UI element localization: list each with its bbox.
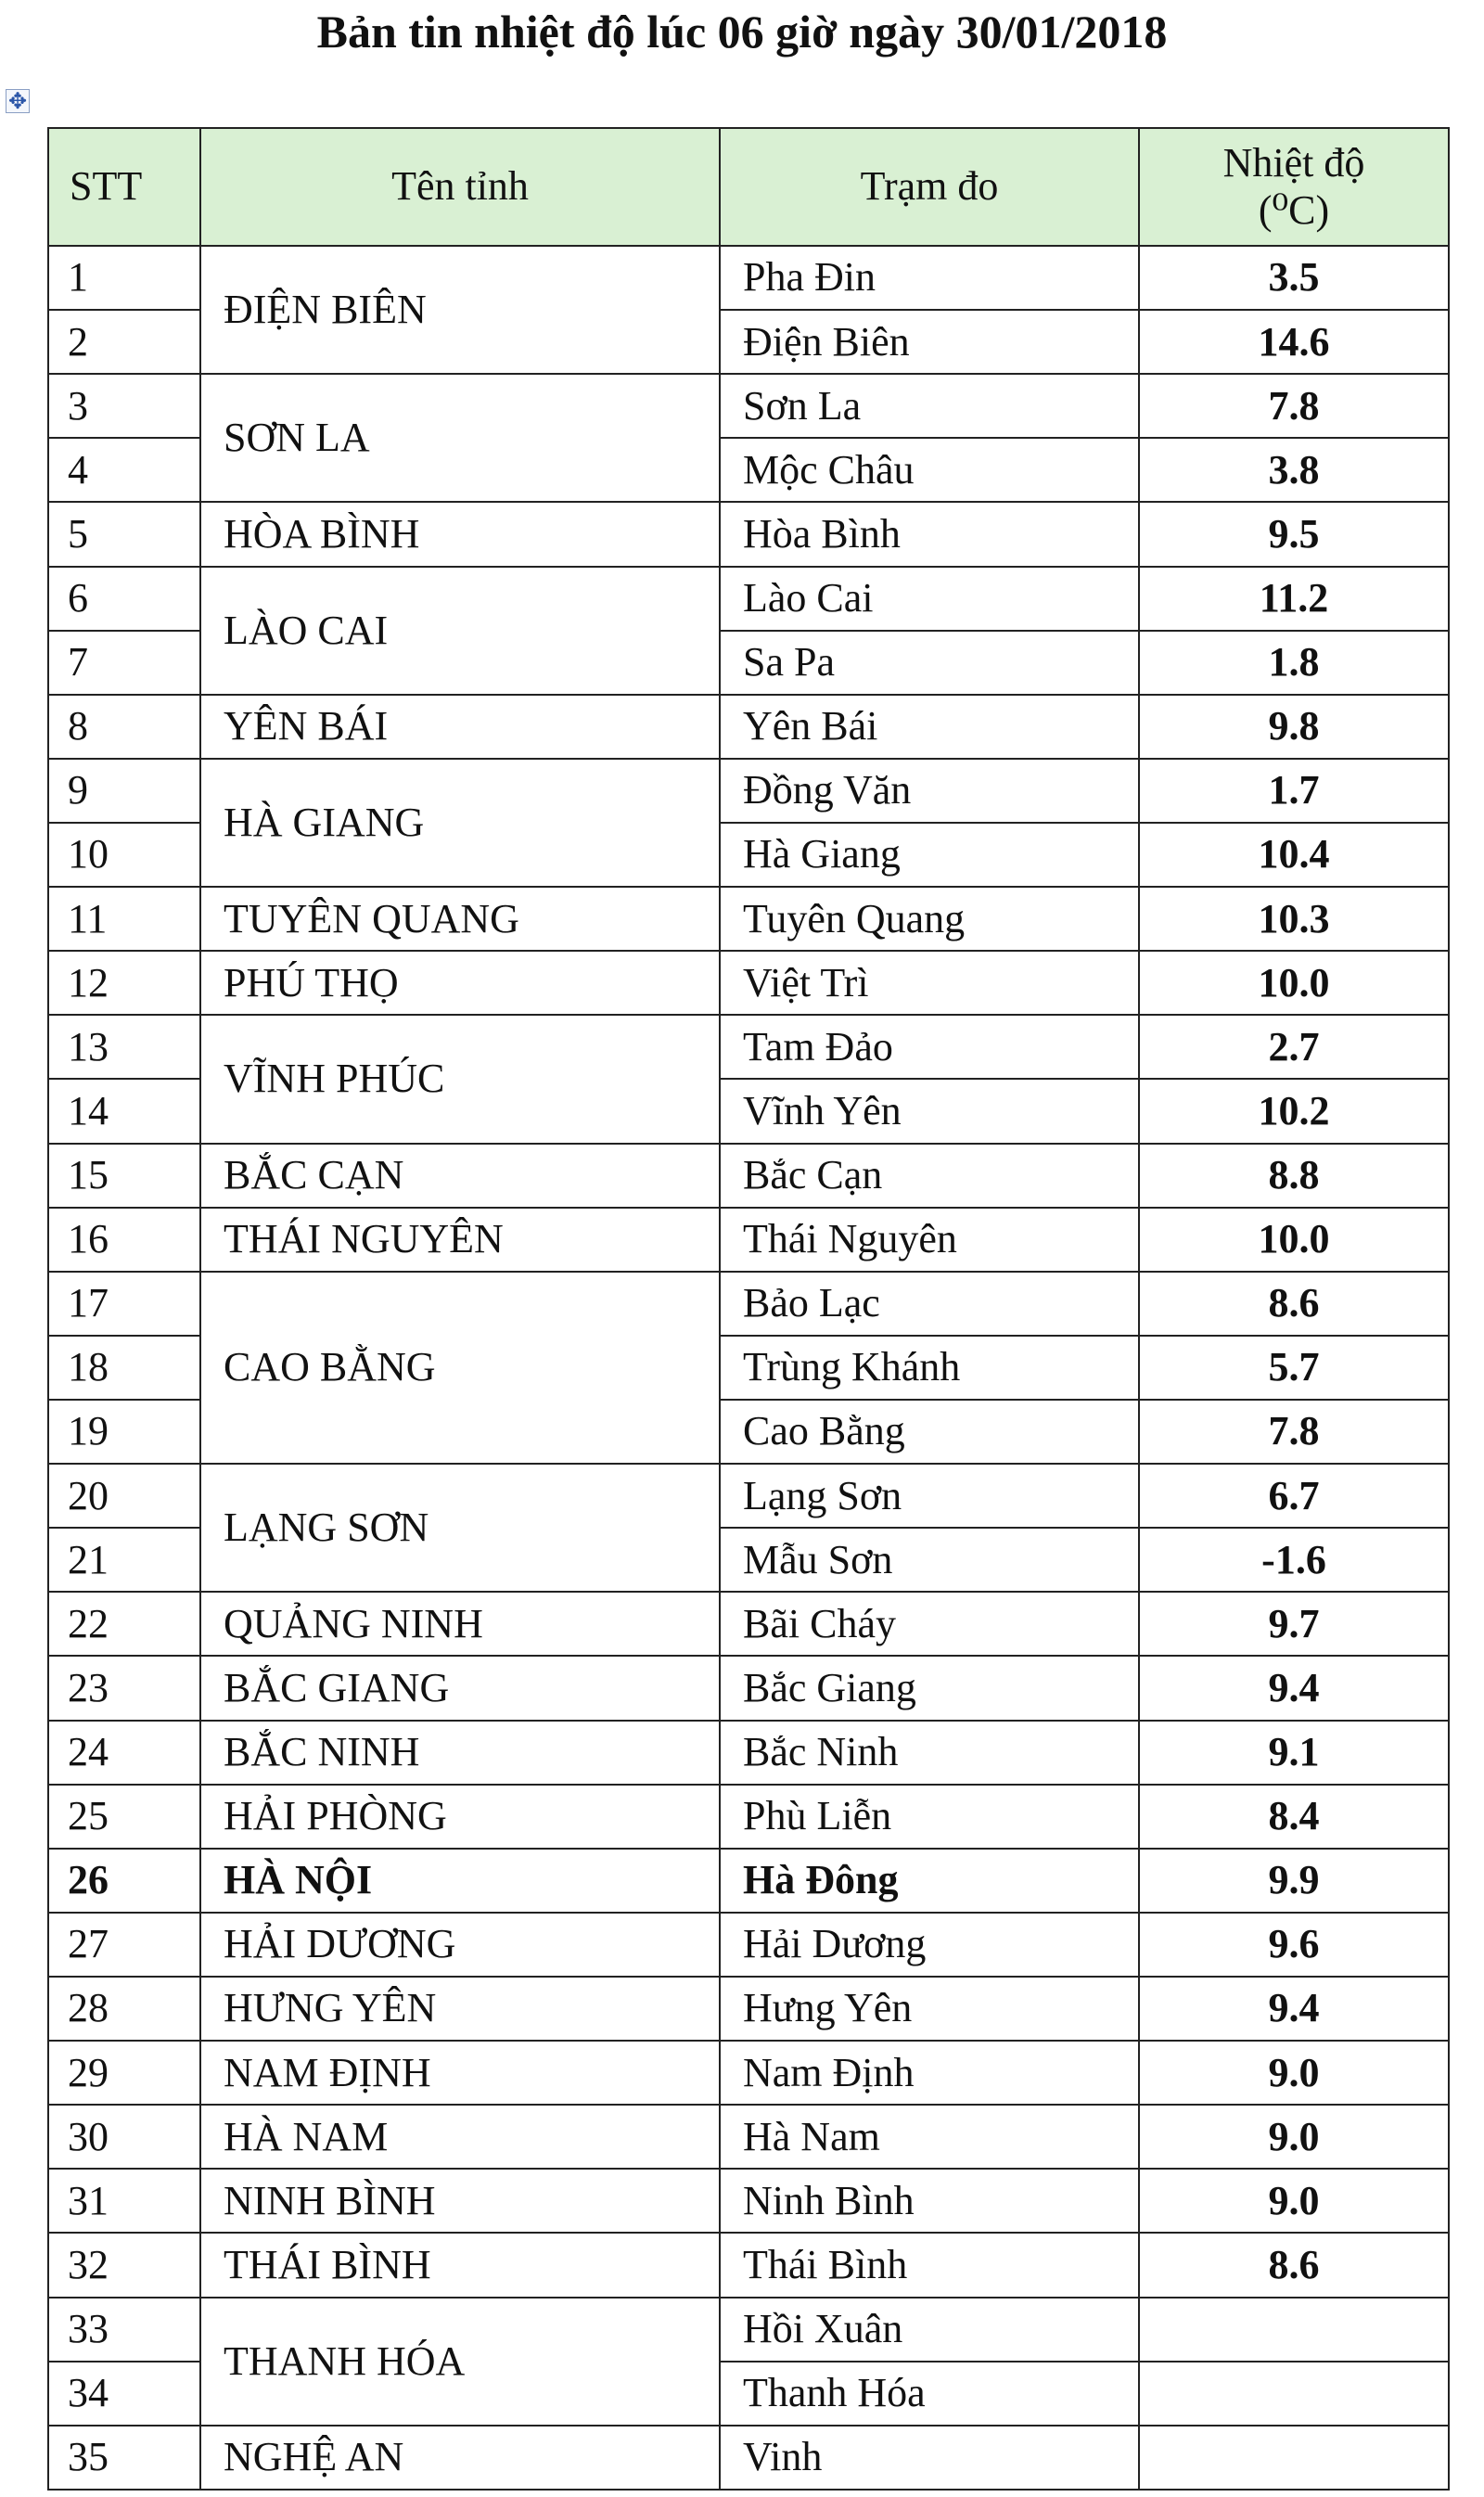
header-temperature-label: Nhiệt độ bbox=[1222, 139, 1365, 186]
table-row bbox=[48, 1144, 1449, 1208]
table-row bbox=[48, 951, 1449, 1015]
cell-station: Sa Pa bbox=[720, 631, 1139, 695]
cell-temperature: -1.6 bbox=[1139, 1528, 1449, 1592]
cell-temperature: 10.3 bbox=[1139, 887, 1449, 951]
cell-station: Hưng Yên bbox=[720, 1977, 1139, 2041]
cell-stt: 16 bbox=[48, 1208, 200, 1272]
cell-province: BẮC GIANG bbox=[200, 1656, 720, 1720]
cell-stt: 34 bbox=[48, 2362, 200, 2426]
cell-stt: 11 bbox=[48, 887, 200, 951]
cell-temperature: 7.8 bbox=[1139, 374, 1449, 438]
cell-station: Tuyên Quang bbox=[720, 887, 1139, 951]
cell-province: HẢI PHÒNG bbox=[200, 1785, 720, 1849]
table-row bbox=[48, 695, 1449, 759]
table-header-row bbox=[48, 128, 1449, 246]
cell-station: Vinh bbox=[720, 2426, 1139, 2490]
cell-province: BẮC NINH bbox=[200, 1721, 720, 1785]
cell-station: Hà Nam bbox=[720, 2105, 1139, 2169]
cell-station: Bãi Cháy bbox=[720, 1592, 1139, 1656]
cell-stt: 33 bbox=[48, 2298, 200, 2362]
cell-temperature: 7.8 bbox=[1139, 1400, 1449, 1464]
temperature-table bbox=[47, 127, 1450, 2491]
table-row bbox=[48, 374, 1449, 438]
cell-province: HÀ NỘI bbox=[200, 1849, 720, 1913]
cell-province: SƠN LA bbox=[200, 374, 720, 502]
cell-temperature: 9.0 bbox=[1139, 2105, 1449, 2169]
table-row bbox=[48, 1208, 1449, 1272]
cell-stt: 12 bbox=[48, 951, 200, 1015]
cell-temperature: 10.2 bbox=[1139, 1079, 1449, 1143]
cell-temperature: 14.6 bbox=[1139, 310, 1449, 374]
cell-temperature: 6.7 bbox=[1139, 1464, 1449, 1528]
header-temperature bbox=[1139, 128, 1449, 246]
cell-station: Hải Dương bbox=[720, 1913, 1139, 1977]
cell-station: Nam Định bbox=[720, 2041, 1139, 2105]
cell-station: Yên Bái bbox=[720, 695, 1139, 759]
cell-stt: 31 bbox=[48, 2169, 200, 2233]
cell-stt: 13 bbox=[48, 1015, 200, 1079]
cell-temperature: 10.0 bbox=[1139, 1208, 1449, 1272]
cell-station: Mẫu Sơn bbox=[720, 1528, 1139, 1592]
cell-temperature: 10.4 bbox=[1139, 823, 1449, 887]
table-body bbox=[48, 246, 1449, 2490]
table-row bbox=[48, 1977, 1449, 2041]
cell-province: HƯNG YÊN bbox=[200, 1977, 720, 2041]
cell-province: VĨNH PHÚC bbox=[200, 1015, 720, 1143]
cell-station: Hà Đông bbox=[720, 1849, 1139, 1913]
cell-station: Lạng Sơn bbox=[720, 1464, 1139, 1528]
cell-stt: 23 bbox=[48, 1656, 200, 1720]
cell-province: THÁI NGUYÊN bbox=[200, 1208, 720, 1272]
page-title: Bản tin nhiệt độ lúc 06 giờ ngày 30/01/2018 bbox=[316, 6, 1168, 58]
cell-station: Mộc Châu bbox=[720, 438, 1139, 502]
cell-station: Điện Biên bbox=[720, 310, 1139, 374]
cell-temperature: 9.7 bbox=[1139, 1592, 1449, 1656]
table-row bbox=[48, 1913, 1449, 1977]
table-row bbox=[48, 2426, 1449, 2490]
cell-stt: 21 bbox=[48, 1528, 200, 1592]
table-row bbox=[48, 2169, 1449, 2233]
cell-temperature: 9.0 bbox=[1139, 2169, 1449, 2233]
cell-station: Thái Bình bbox=[720, 2233, 1139, 2297]
cell-station: Trùng Khánh bbox=[720, 1336, 1139, 1400]
cell-stt: 24 bbox=[48, 1721, 200, 1785]
cell-temperature: 8.4 bbox=[1139, 1785, 1449, 1849]
cell-station: Thanh Hóa bbox=[720, 2362, 1139, 2426]
cell-province: NGHỆ AN bbox=[200, 2426, 720, 2490]
cell-station: Sơn La bbox=[720, 374, 1139, 438]
cell-temperature: 1.7 bbox=[1139, 759, 1449, 823]
cell-province: PHÚ THỌ bbox=[200, 951, 720, 1015]
cell-province: BẮC CẠN bbox=[200, 1144, 720, 1208]
cell-station: Cao Bằng bbox=[720, 1400, 1139, 1464]
header-province: Tên tỉnh bbox=[200, 128, 720, 246]
cell-stt: 10 bbox=[48, 823, 200, 887]
table-move-handle-icon[interactable]: ✥ bbox=[6, 89, 30, 113]
cell-stt: 1 bbox=[48, 246, 200, 310]
table-row bbox=[48, 2105, 1449, 2169]
cell-stt: 22 bbox=[48, 1592, 200, 1656]
cell-temperature: 3.5 bbox=[1139, 246, 1449, 310]
cell-province: HẢI DƯƠNG bbox=[200, 1913, 720, 1977]
cell-province: ĐIỆN BIÊN bbox=[200, 246, 720, 374]
table-row bbox=[48, 759, 1449, 823]
cell-stt: 6 bbox=[48, 567, 200, 631]
cell-temperature: 9.5 bbox=[1139, 502, 1449, 566]
table-row bbox=[48, 1272, 1449, 1336]
cell-station: Hà Giang bbox=[720, 823, 1139, 887]
cell-station: Bắc Cạn bbox=[720, 1144, 1139, 1208]
cell-province: NINH BÌNH bbox=[200, 2169, 720, 2233]
cell-stt: 4 bbox=[48, 438, 200, 502]
cell-stt: 3 bbox=[48, 374, 200, 438]
cell-stt: 14 bbox=[48, 1079, 200, 1143]
cell-station: Bắc Ninh bbox=[720, 1721, 1139, 1785]
cell-stt: 25 bbox=[48, 1785, 200, 1849]
cell-temperature: 9.4 bbox=[1139, 1656, 1449, 1720]
cell-stt: 20 bbox=[48, 1464, 200, 1528]
cell-province: YÊN BÁI bbox=[200, 695, 720, 759]
cell-temperature: 8.6 bbox=[1139, 1272, 1449, 1336]
cell-province: THANH HÓA bbox=[200, 2298, 720, 2426]
table-row bbox=[48, 1015, 1449, 1079]
cell-temperature: 3.8 bbox=[1139, 438, 1449, 502]
cell-station: Lào Cai bbox=[720, 567, 1139, 631]
cell-station: Hồi Xuân bbox=[720, 2298, 1139, 2362]
cell-temperature: 10.0 bbox=[1139, 951, 1449, 1015]
table-row bbox=[48, 1849, 1449, 1913]
cell-stt: 2 bbox=[48, 310, 200, 374]
table-row bbox=[48, 2041, 1449, 2105]
cell-stt: 26 bbox=[48, 1849, 200, 1913]
table-row bbox=[48, 887, 1449, 951]
cell-stt: 8 bbox=[48, 695, 200, 759]
header-station: Trạm đo bbox=[720, 128, 1139, 246]
cell-station: Đồng Văn bbox=[720, 759, 1139, 823]
cell-temperature: 9.1 bbox=[1139, 1721, 1449, 1785]
cell-province: HÀ NAM bbox=[200, 2105, 720, 2169]
cell-station: Tam Đảo bbox=[720, 1015, 1139, 1079]
cell-station: Bảo Lạc bbox=[720, 1272, 1139, 1336]
cell-temperature: 8.8 bbox=[1139, 1144, 1449, 1208]
table-row bbox=[48, 246, 1449, 310]
cell-stt: 9 bbox=[48, 759, 200, 823]
cell-province: TUYÊN QUANG bbox=[200, 887, 720, 951]
cell-temperature: 9.9 bbox=[1139, 1849, 1449, 1913]
cell-stt: 28 bbox=[48, 1977, 200, 2041]
cell-stt: 30 bbox=[48, 2105, 200, 2169]
cell-temperature: 2.7 bbox=[1139, 1015, 1449, 1079]
header-temperature-unit: (⁰C) bbox=[1258, 186, 1330, 233]
cell-temperature: 9.4 bbox=[1139, 1977, 1449, 2041]
cell-station: Việt Trì bbox=[720, 951, 1139, 1015]
cell-stt: 15 bbox=[48, 1144, 200, 1208]
cell-stt: 5 bbox=[48, 502, 200, 566]
cell-temperature: 8.6 bbox=[1139, 2233, 1449, 2297]
cell-station: Bắc Giang bbox=[720, 1656, 1139, 1720]
cell-stt: 27 bbox=[48, 1913, 200, 1977]
cell-temperature: 9.8 bbox=[1139, 695, 1449, 759]
cell-stt: 19 bbox=[48, 1400, 200, 1464]
cell-province: NAM ĐỊNH bbox=[200, 2041, 720, 2105]
cell-temperature: 9.0 bbox=[1139, 2041, 1449, 2105]
cell-province: THÁI BÌNH bbox=[200, 2233, 720, 2297]
cell-station: Pha Đin bbox=[720, 246, 1139, 310]
cell-province: QUẢNG NINH bbox=[200, 1592, 720, 1656]
cell-temperature bbox=[1139, 2298, 1449, 2362]
cell-province: HÒA BÌNH bbox=[200, 502, 720, 566]
cell-temperature: 1.8 bbox=[1139, 631, 1449, 695]
cell-stt: 35 bbox=[48, 2426, 200, 2490]
table-row bbox=[48, 1464, 1449, 1528]
table-row bbox=[48, 2298, 1449, 2362]
header-stt: STT bbox=[48, 128, 200, 246]
cell-temperature bbox=[1139, 2426, 1449, 2490]
cell-temperature: 5.7 bbox=[1139, 1336, 1449, 1400]
cell-province: LẠNG SƠN bbox=[200, 1464, 720, 1592]
cell-station: Phù Liễn bbox=[720, 1785, 1139, 1849]
cell-stt: 29 bbox=[48, 2041, 200, 2105]
cell-province: LÀO CAI bbox=[200, 567, 720, 695]
cell-stt: 7 bbox=[48, 631, 200, 695]
cell-temperature: 11.2 bbox=[1139, 567, 1449, 631]
cell-temperature: 9.6 bbox=[1139, 1913, 1449, 1977]
table-row bbox=[48, 2233, 1449, 2297]
cell-province: HÀ GIANG bbox=[200, 759, 720, 887]
table-row bbox=[48, 1656, 1449, 1720]
table-row bbox=[48, 502, 1449, 566]
table-row bbox=[48, 1721, 1449, 1785]
cell-station: Hòa Bình bbox=[720, 502, 1139, 566]
table-row bbox=[48, 1592, 1449, 1656]
table-row bbox=[48, 567, 1449, 631]
cell-stt: 17 bbox=[48, 1272, 200, 1336]
cell-stt: 32 bbox=[48, 2233, 200, 2297]
cell-station: Thái Nguyên bbox=[720, 1208, 1139, 1272]
cell-station: Vĩnh Yên bbox=[720, 1079, 1139, 1143]
table-row bbox=[48, 1785, 1449, 1849]
cell-province: CAO BẰNG bbox=[200, 1272, 720, 1464]
cell-station: Ninh Bình bbox=[720, 2169, 1139, 2233]
cell-stt: 18 bbox=[48, 1336, 200, 1400]
cell-temperature bbox=[1139, 2362, 1449, 2426]
